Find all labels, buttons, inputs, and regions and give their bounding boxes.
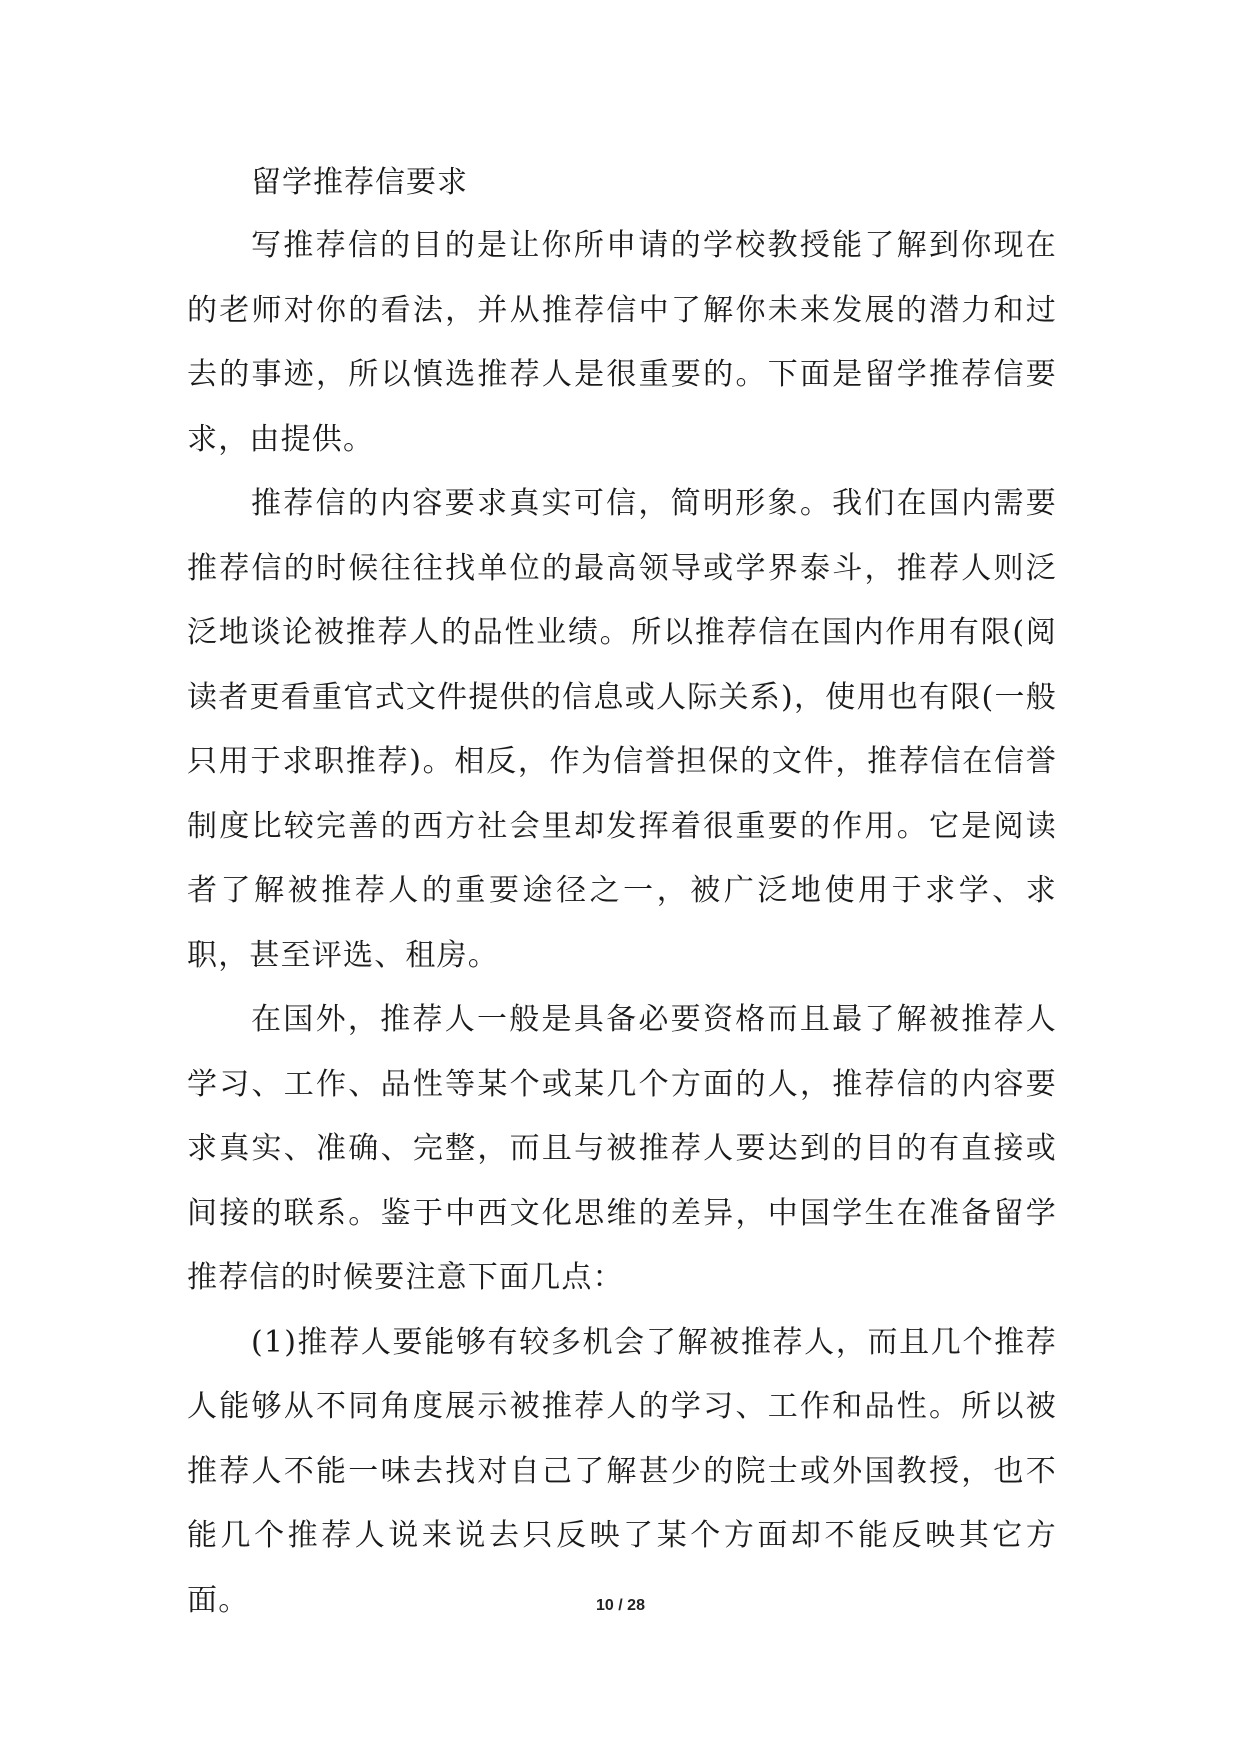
paragraph-content-requirements: 推荐信的内容要求真实可信，简明形象。我们在国内需要推荐信的时候往往找单位的最高领导或学界泰斗，推荐人则泛泛地谈论被推荐人的品性业绩。所以推荐信在国内作用有限(阅读者更看重官式文件提供的信息或人际关系)，使用也有限(一般只用于求职推荐)。相反，作为信誉担保的文件，推荐信在信誉制度比较完善的西方社会里却发挥着很重要的作用。它是阅读者了解被推荐人的重要途径之一，被广泛地使用于求学、求职，甚至评选、租房。	[187, 486, 1057, 973]
paragraph-recommender-abroad: 在国外，推荐人一般是具备必要资格而且最了解被推荐人学习、工作、品性等某个或某几个方面的人，推荐信的内容要求真实、准确、完整，而且与被推荐人要达到的目的有直接或间接的联系。鉴于中西文化思维的差异，中国学生在准备留学推荐信的时候要注意下面几点：	[187, 1002, 1057, 1295]
paragraph-purpose: 写推荐信的目的是让你所申请的学校教授能了解到你现在的老师对你的看法，并从推荐信中了解你未来发展的潜力和过去的事迹，所以慎选推荐人是很重要的。下面是留学推荐信要求，由提供。	[187, 228, 1057, 457]
document-title: 留学推荐信要求	[251, 165, 468, 200]
page-number: 10 / 28	[596, 1597, 645, 1614]
paragraph-point-1: (1)推荐人要能够有较多机会了解被推荐人，而且几个推荐人能够从不同角度展示被推荐人的学习、工作和品性。所以被推荐人不能一味去找对自己了解甚少的院士或外国教授，也不能几个推荐人说来说去只反映了某个方面却不能反映其它方面。	[187, 1324, 1057, 1618]
document-body	[187, 152, 1057, 1633]
